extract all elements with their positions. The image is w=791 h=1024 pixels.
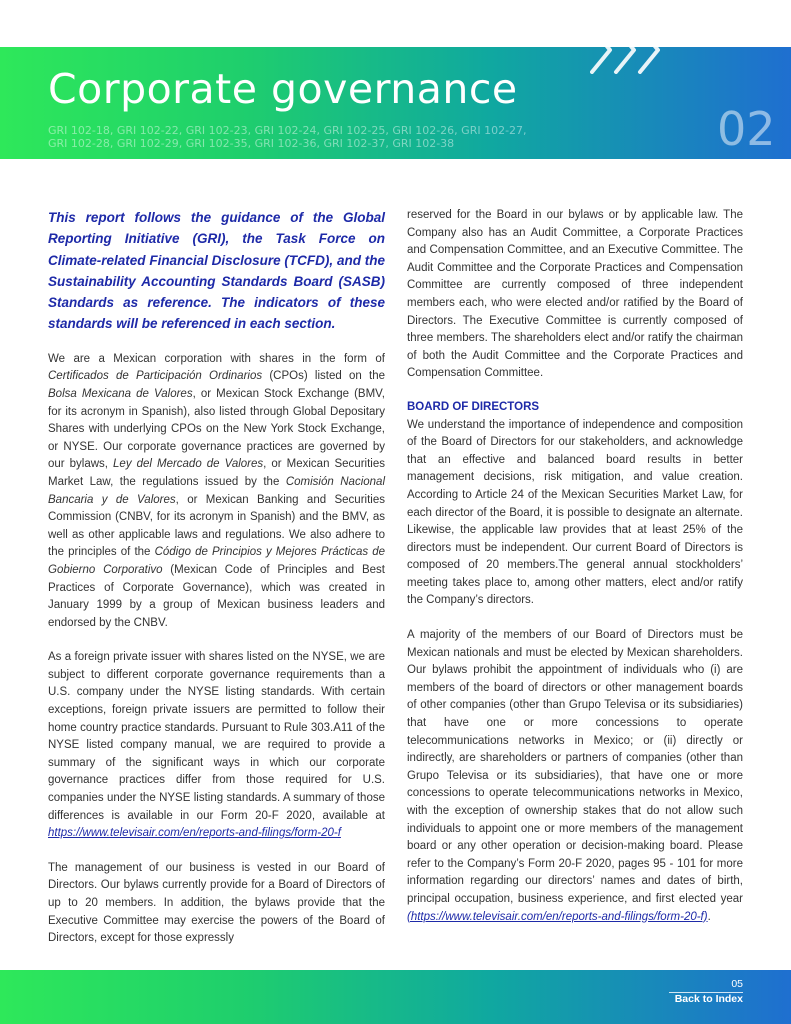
board-of-directors-heading: BOARD OF DIRECTORS [407,400,540,413]
gri-line-1: GRI 102-18, GRI 102-22, GRI 102-23, GRI 102-24, GRI 102-25, GRI 102-26, GRI 102-27, [48,124,527,137]
paragraph-nyse: As a foreign private issuer with shares listed on the NYSE, we are subject to different corporate governance requirements than a U.S. company under the NYSE listing standards. With certain exceptions, foreign private issuers are permitted to follow their home country practice standards. Pursuant to Rule 303.A11 of the NYSE listed company manual, we are required to provide a summary of the significant ways in which our corporate governance practices differ from those required for U.S. companies under the NYSE listing standards. A summary of those differences is available in our Form 20-F 2020, available at https://www.televisair.com/en/reports-and-filings/form-20-f [48,651,385,840]
page-number: 05 [669,978,743,993]
paragraph-committees: reserved for the Board in our bylaws or by applicable law. The Company also has an Audit Committee, a Corporate Practices and Compensation Committee, and an Executive Committee. The Audit Committee and the Corporate Practices and Compensation Committee are currently composed of three independent members each, who were elected and/or ratified by the Board of Directors. The Executive Committee is currently composed of three members. The shareholders elect and/or ratify the chairman of both the Audit Committee and the Corporate Practices and Compensation Committee. [407,209,743,380]
back-to-index-link[interactable]: Back to Index [674,993,743,1005]
intro-statement: This report follows the guidance of the Global Reporting Initiative (GRI), the Task Force on Climate-related Financial Disclosure (TCFD), and the Sustainability Accounting Standards Board (SASB) Standards as reference. The indicators of these standards will be referenced in each section. [48,210,385,332]
paragraph-board-requirements: A majority of the members of our Board of Directors must be Mexican nationals and must be elected by Mexican shareholders. Our bylaws prohibit the appointment of individuals who (i) are members of the board of directors or other management boards of other companies (other than Grupo Televisa or its subsidiaries) that have one or more concessions to operate telecommunications networks in Mexico; or (ii) directly or indirectly, are shareholders or partners of companies (other than Grupo Televisa or its subsidiaries), that have one or more concessions to operate telecommunications networks in Mexico, with the exception of ownership stakes that do not allow such individuals to appoint one or more members of the management board or any other operation or decision-making board. Please refer to the Company’s Form 20-F 2020, pages 95 - 101 for more information regarding our directors’ names and dates of birth, principal occupation, business experience, and first elected year (https://www.televisair.com/en/reports-and-filings/form-20-f). [407,629,743,923]
right-column [407,207,743,943]
left-column [48,207,385,965]
paragraph-board-composition: We understand the importance of independence and composition of the Board of Directors for our stakeholders, and acknowledge that an effective and balanced board results in better management decisions, risk mitigation, and value creation. According to Article 24 of the Mexican Securities Market Law, for each director of the Board, it is possible to designate an alternate. Likewise, the applicable law provides that at least 25% of the directors must be independent. Our current Board of Directors is composed of 20 members.The general annual stockholders’ meeting takes place to, among other matters, elect and/or ratify the Company’s directors. [407,418,743,607]
gri-references [48,124,608,150]
gri-line-2: GRI 102-28, GRI 102-29, GRI 102-35, GRI 102-36, GRI 102-37, GRI 102-38 [48,137,455,150]
section-number: 02 [717,102,776,156]
page-title: Corporate governance [48,65,518,113]
paragraph-corporation: We are a Mexican corporation with shares in the form of Certificados de Participación Ordinarios (CPOs) listed on the Bolsa Mexicana de Valores, or Mexican Stock Exchange (BMV, for its acronym in Spanish), also listed through Global Depositary Shares with underlying CPOs on the New York Stock Exchange, or NYSE. Our corporate governance practices are governed by our bylaws, Ley del Mercado de Valores, or Mexican Securities Market Law, the regulations issued by the Comisión Nacional Bancaria y de Valores, or Mexican Banking and Securities Commission (CNBV, for its acronym in Spanish) and the BMV, as well as other applicable laws and regulations. We also adhere to the principles of the Código de Principios y Mejores Prácticas de Gobierno Corporativo (Mexican Code of Principles and Best Practices of Corporate Governance), which was created in January 1999 by a group of Mexican business leaders and endorsed by the CNBV. [48,352,386,629]
form-20f-link[interactable]: https://www.televisair.com/en/reports-and-filings/form-20-f [48,827,341,840]
paragraph-management: The management of our business is vested in our Board of Directors. Our bylaws currently provide for a Board of Directors of up to 20 members. In addition, the bylaws provide that the Executive Committee may exercise the powers of the Board of Directors, except for those expressly [48,861,385,945]
chevrons-icon [586,22,666,78]
form-20f-link-2[interactable]: (https://www.televisair.com/en/reports-and-filings/form-20-f) [407,910,708,923]
